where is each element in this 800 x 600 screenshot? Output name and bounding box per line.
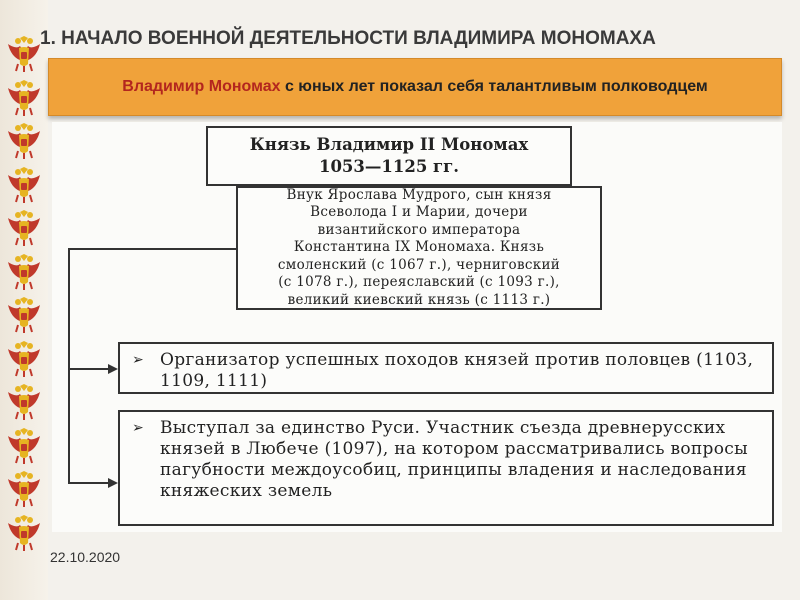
- diagram-scan: [52, 122, 782, 532]
- double-headed-eagle-icon: [4, 165, 44, 205]
- double-headed-eagle-icon: [4, 469, 44, 509]
- item-text: Организатор успешных походов князей против половцев (1103, 1109, 1111): [160, 350, 754, 391]
- connector-1: [68, 368, 108, 370]
- item-box-campaigns: [118, 342, 774, 394]
- ruler-name: Князь Владимир II Мономах: [249, 135, 529, 154]
- bio-box: [236, 186, 602, 310]
- banner-highlight: Владимир Мономах: [122, 78, 281, 95]
- bio-line: Всеволода I и Марии, дочери: [310, 204, 528, 221]
- connector-top: [68, 248, 236, 250]
- arrow-2-icon: [108, 478, 118, 488]
- bullet-arrow-icon: ➢: [132, 420, 145, 436]
- double-headed-eagle-icon: [4, 426, 44, 466]
- double-headed-eagle-icon: [4, 78, 44, 118]
- bio-line: великий киевский князь (с 1113 г.): [287, 291, 551, 308]
- bio-line: византийского императора: [317, 221, 521, 238]
- slide-title: 1. НАЧАЛО ВОЕННОЙ ДЕЯТЕЛЬНОСТИ ВЛАДИМИРА МОНОМАХА: [40, 28, 656, 49]
- double-headed-eagle-icon: [4, 121, 44, 161]
- bio-line: Константина IX Мономаха. Князь: [293, 239, 545, 256]
- emblem-column: [0, 0, 48, 600]
- bio-line: смоленский (с 1067 г.), черниговский: [277, 256, 561, 273]
- arrow-1-icon: [108, 364, 118, 374]
- bio-line: (с 1078 г.), переяславский (с 1093 г.),: [278, 274, 560, 291]
- slide-date: 22.10.2020: [50, 549, 121, 565]
- bullet-arrow-icon: ➢: [132, 352, 145, 368]
- ruler-years: 1053—1125 гг.: [318, 157, 460, 176]
- double-headed-eagle-icon: [4, 382, 44, 422]
- double-headed-eagle-icon: [4, 295, 44, 335]
- double-headed-eagle-icon: [4, 34, 44, 74]
- summary-banner: [48, 58, 782, 116]
- connector-vertical: [68, 248, 70, 484]
- title-box: [206, 126, 572, 186]
- double-headed-eagle-icon: [4, 513, 44, 553]
- banner-text: с юных лет показал себя талантливым полководцем: [280, 78, 708, 95]
- item-box-unity: [118, 410, 774, 526]
- connector-2: [68, 482, 108, 484]
- double-headed-eagle-icon: [4, 252, 44, 292]
- double-headed-eagle-icon: [4, 339, 44, 379]
- bio-line: Внук Ярослава Мудрого, сын князя: [286, 186, 552, 203]
- item-text: Выступал за единство Руси. Участник съезда древнерусских князей в Любече (1097), на котором рассматривались вопросы пагубности междоусобиц, принципы владения и наследования княжеских земель: [160, 418, 748, 501]
- double-headed-eagle-icon: [4, 208, 44, 248]
